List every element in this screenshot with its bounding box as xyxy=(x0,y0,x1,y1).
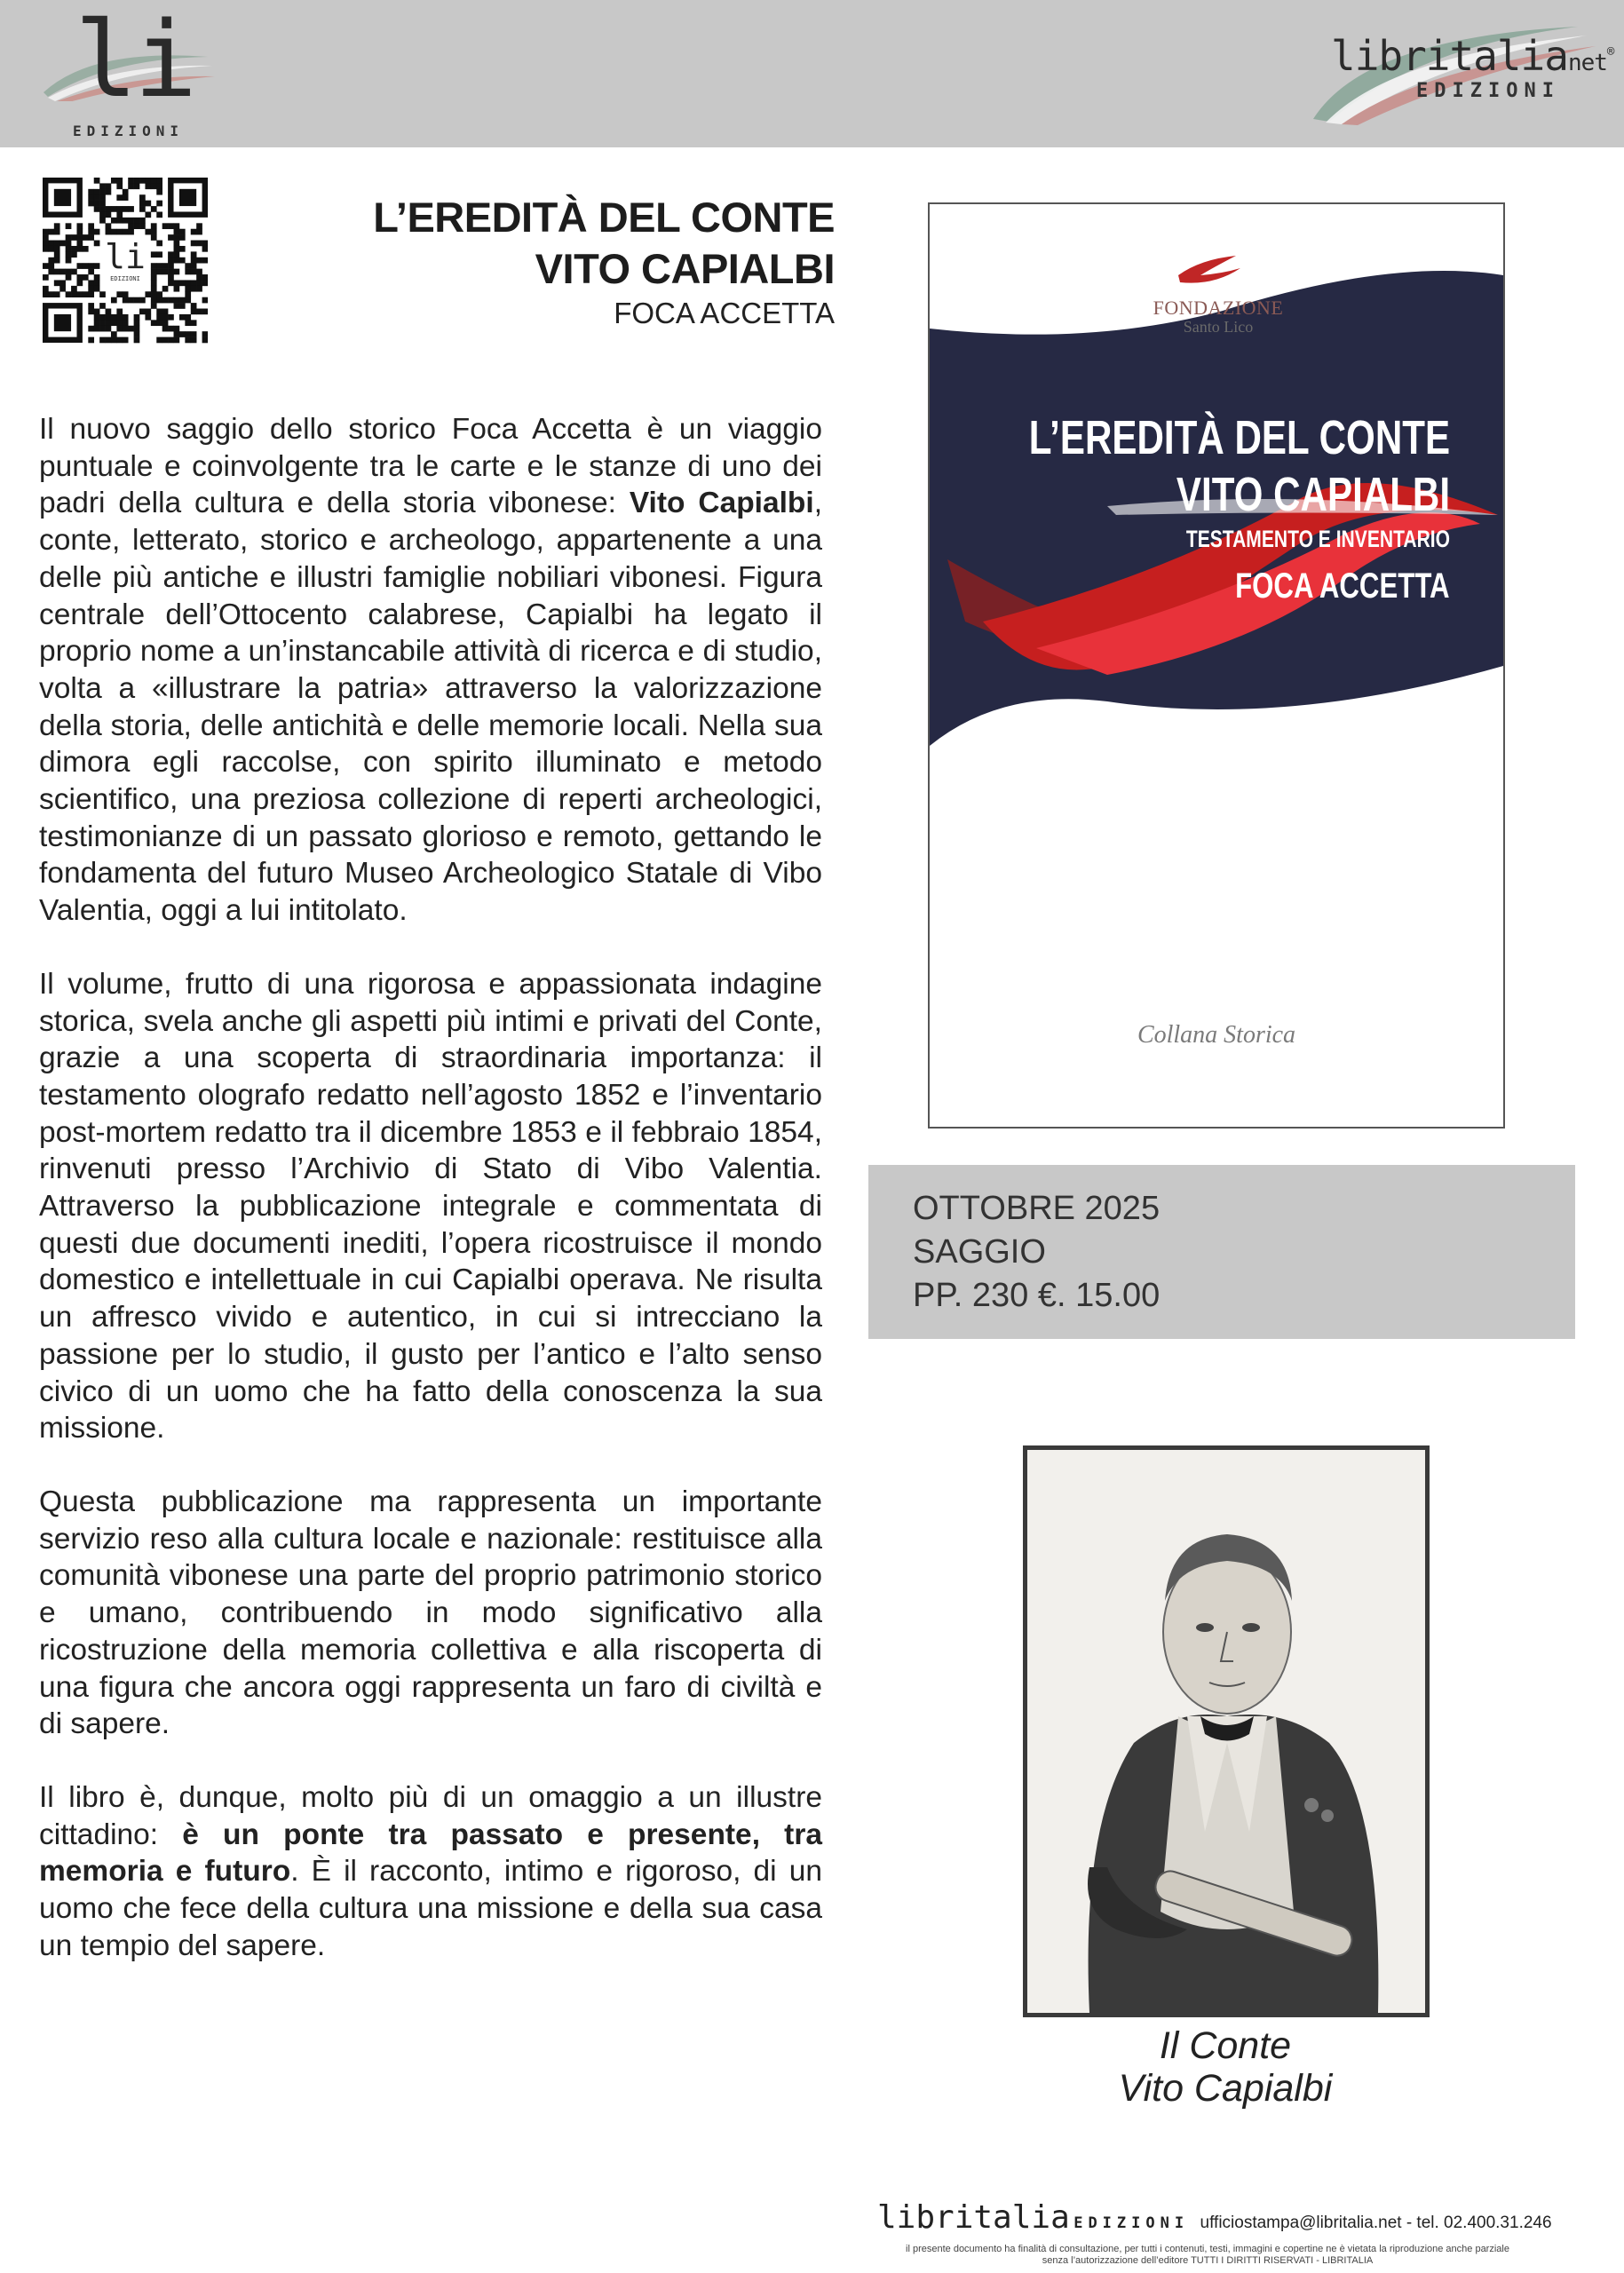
cover-title-line2: VITO CAPIALBI xyxy=(1176,468,1450,521)
li-edizioni-logo xyxy=(39,0,217,139)
legal-line2: senza l’autorizzazione dell’editore TUTTI I DIRITTI RISERVATI - LIBRITALIA xyxy=(1042,2255,1374,2266)
highlight-ponte: è un ponte tra passato e presente, tra memoria e futuro xyxy=(39,1818,822,1889)
cover-publisher-sub: Santo Lico xyxy=(1183,318,1254,336)
qr-code xyxy=(43,176,208,345)
paragraph-2: Il volume, frutto di una rigorosa e appassionata indagine storica, svela anche gli aspetti più intimi e privati del Conte, grazie a una scoperta di straordinaria importanza: il testamento olografo redatto nell’agosto 1852 e l’inventario post-mortem redatto tra il dicembre 1853 e il febbraio 1854, rinvenuti presso l’Archivio di Stato di Vibo Valentia. Attraverso la pubblicazione integrale e commentata di questi due documenti inediti, l’opera ricostruisce il mondo domestico e intellettuale in cui Capialbi operava. Ne risulta un affresco vivido e autentico, in cui si intrecciano la passione per lo studio, il gusto per l’antico e l’alto senso civico di un uomo che ha fatto della conoscenza la sua missione. xyxy=(39,967,822,1445)
paragraph-3: Questa pubblicazione ma rappresenta un importante servizio reso alla cultura locale e nazionale: restituisce alla comunità vibonese una parte del proprio patrimonio storico e umano, contribuendo in modo significativo alla ricostruzione della memoria collettiva e alla riscoperta di una figura che ancora oggi rappresenta un faro di civiltà e di sapere. xyxy=(39,1485,822,1741)
cover-series: Collana Storica xyxy=(1137,1021,1296,1049)
brand-suffix: net xyxy=(1567,50,1607,76)
footer xyxy=(877,2199,1605,2266)
header-band xyxy=(0,0,1624,147)
portrait-engraving xyxy=(1023,1445,1430,2017)
description-text xyxy=(39,411,822,2000)
book-author: FOCA ACCETTA xyxy=(614,297,835,329)
caption-line2: Vito Capialbi xyxy=(1118,2067,1333,2110)
logo-li-letters: li xyxy=(75,0,194,121)
pages-and-price: PP. 230 €. 15.00 xyxy=(913,1277,1161,1314)
highlight-vito-capialbi: Vito Capialbi xyxy=(629,487,814,520)
brand-name: libritalia xyxy=(1331,32,1568,80)
edizioni-label: EDIZIONI xyxy=(1416,80,1560,102)
portrait-caption xyxy=(1021,2024,1430,2110)
qr-center-logo: li xyxy=(105,237,146,276)
cover-artwork xyxy=(930,204,1503,1127)
legal-line1: il presente documento ha finalità di consultazione, per tutti i contenuti, testi, immagini e copertine ne è vietata la riproduzione anche parziale xyxy=(906,2244,1509,2254)
book-title-line1: L’EREDITÀ DEL CONTE xyxy=(373,194,835,241)
libritalia-brand xyxy=(1331,32,1613,80)
libritalia-net-logo xyxy=(1311,20,1614,126)
publication-genre: SAGGIO xyxy=(913,1233,1046,1271)
fondazione-bird-icon xyxy=(1178,256,1240,283)
publication-date: OTTOBRE 2025 xyxy=(913,1190,1161,1227)
cover-publisher-name: FONDAZIONE xyxy=(1153,297,1284,319)
cover-subtitle: TESTAMENTO E INVENTARIO xyxy=(1185,526,1450,552)
portrait-illustration xyxy=(1027,1450,1425,2013)
logo-edizioni-label: EDIZIONI xyxy=(73,123,185,139)
paragraph-1: Il nuovo saggio dello storico Foca Accetta è un viaggio puntuale e coinvolgente tra le carte e le stanze di uno dei padri della cultura e della storia vibonese: Vito Capialbi, conte, letterato, storico e archeologo, appartenente a una delle più antiche e illustri famiglie nobiliari vibonesi. Figura centrale dell’Ottocento calabrese, Capialbi ha legato il proprio nome a un’instancabile attività di ricerca e di studio, volta a «illustrare la patria» attraverso la valorizzazione della storia, delle antichità e delle memorie locali. Nella sua dimora egli raccolse, con spirito illuminato e metodo scientifico, una preziosa collezione di reperti archeologici, testimonianze di un passato glorioso e remoto, gettando le fondamenta del futuro Museo Archeologico Statale di Vibo Valentia, oggi a lui intitolato. xyxy=(39,413,822,928)
book-title-line2: VITO CAPIALBI xyxy=(535,245,835,292)
registered-mark: ® xyxy=(1606,44,1614,59)
cover-publisher xyxy=(1152,297,1285,337)
footer-brand: libritalia xyxy=(877,2199,1070,2236)
cover-author: FOCA ACCETTA xyxy=(1235,566,1450,606)
cover-title-line1: L’EREDITÀ DEL CONTE xyxy=(1028,411,1450,464)
publication-info-box xyxy=(868,1165,1575,1339)
paragraph-4: Il libro è, dunque, molto più di un omaggio a un illustre cittadino: è un ponte tra passato e presente, tra memoria e futuro. È il racconto, intimo e rigoroso, di un uomo che fece della cultura una missione e della sua casa un tempio del sapere. xyxy=(39,1780,822,1962)
book-cover xyxy=(928,202,1505,1129)
footer-edizioni-label: EDIZIONI xyxy=(1073,2214,1190,2232)
footer-contact: ufficiostampa@libritalia.net - tel. 02.400.31.246 xyxy=(1200,2214,1552,2232)
book-title-block xyxy=(266,192,835,332)
caption-line1: Il Conte xyxy=(1159,2024,1292,2067)
footer-legal-notice xyxy=(888,2244,1527,2267)
qr-center-sub: EDIZIONI xyxy=(110,275,140,282)
